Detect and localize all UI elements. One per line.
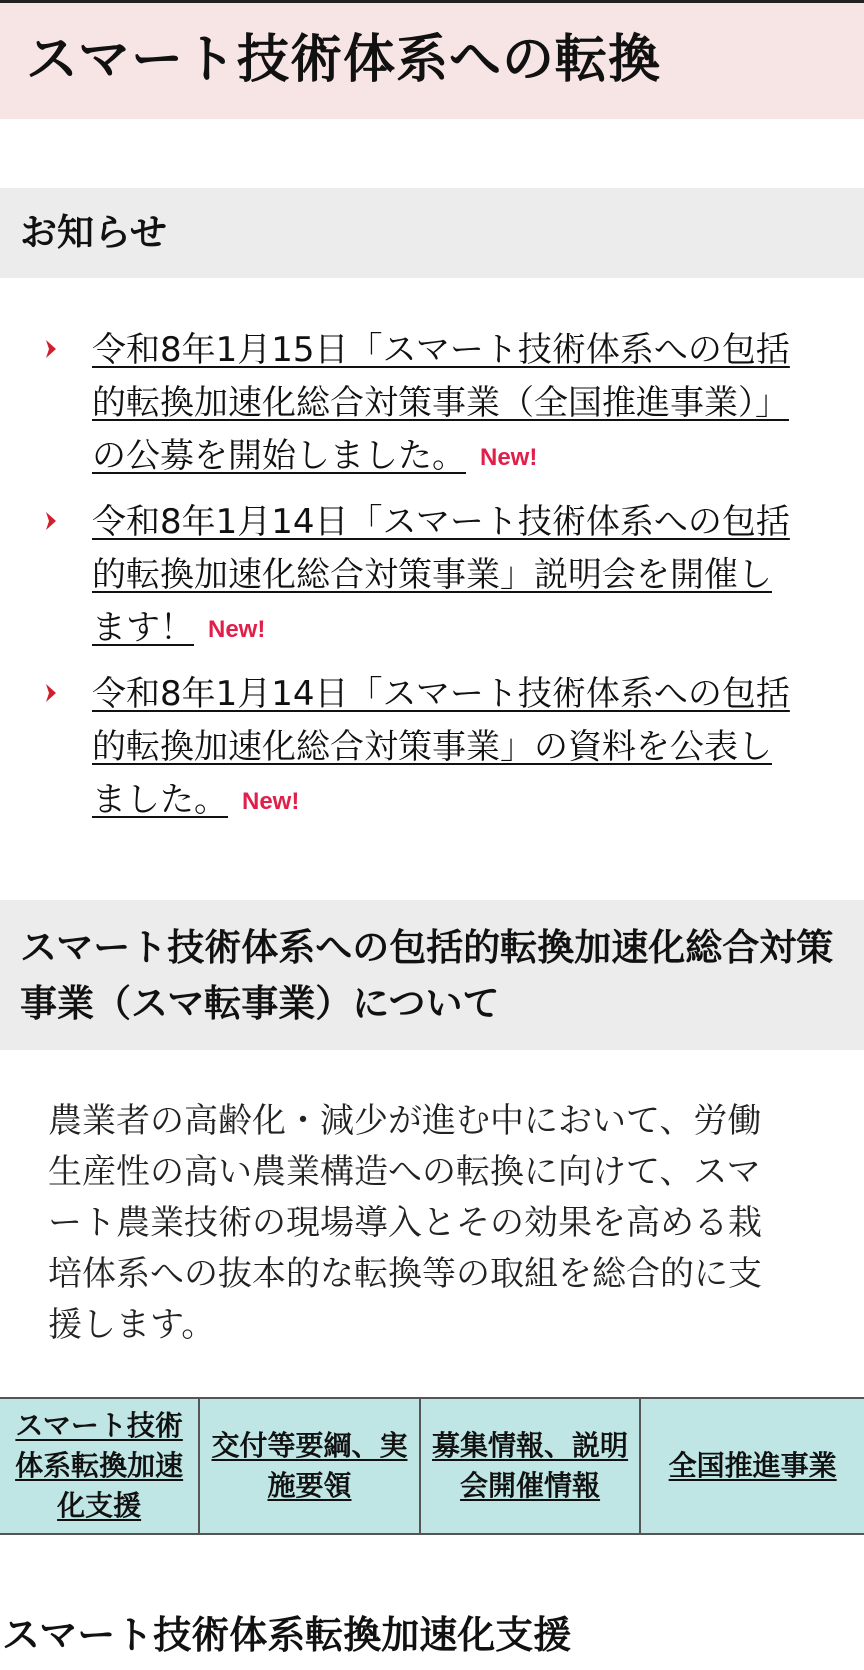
news-list (0, 324, 864, 840)
new-badge: New! (242, 788, 300, 815)
nav-link-conversion-support[interactable]: スマート技術体系転換加速化支援 (15, 1409, 184, 1522)
news-heading-band (0, 188, 864, 278)
section-heading: スマート技術体系転換加速化支援 (2, 1613, 572, 1657)
new-badge: New! (480, 444, 538, 471)
section-nav-table (0, 1397, 864, 1535)
nav-cell (0, 1398, 199, 1534)
news-item (0, 496, 864, 656)
nav-link-recruitment-info[interactable]: 募集情報、説明会開催情報 (432, 1429, 629, 1502)
news-item (0, 324, 864, 484)
section-nav-row (0, 1398, 864, 1534)
nav-cell (640, 1398, 864, 1534)
nav-link-national-project[interactable]: 全国推進事業 (668, 1449, 837, 1482)
nav-cell (420, 1398, 641, 1534)
page-title: スマート技術体系への転換 (26, 30, 661, 90)
news-link[interactable]: 令和8年1月14日「スマート技術体系への包括的転換加速化総合対策事業」説明会を開催します！ (92, 502, 790, 648)
news-link[interactable]: 令和8年1月14日「スマート技術体系への包括的転換加速化総合対策事業」の資料を公表しました。 (92, 674, 790, 820)
nav-cell (199, 1398, 420, 1534)
chevron-right-icon (44, 682, 58, 704)
chevron-right-icon (44, 510, 58, 532)
about-heading-band (0, 900, 864, 1050)
about-heading: スマート技術体系への包括的転換加速化総合対策事業（スマ転事業）について (20, 926, 834, 1025)
news-heading: お知らせ (20, 211, 167, 254)
news-item (0, 668, 864, 828)
chevron-right-icon (44, 338, 58, 360)
nav-link-guidelines[interactable]: 交付等要綱、実施要領 (211, 1429, 408, 1502)
about-description: 農業者の高齢化・減少が進む中において、労働生産性の高い農業構造への転換に向けて、スマート農業技術の現場導入とその効果を高める栽培体系への抜本的な転換等の取組を総合的に支援します。 (48, 1101, 762, 1345)
new-badge: New! (208, 616, 266, 643)
page-title-band (0, 3, 864, 119)
news-link[interactable]: 令和8年1月15日「スマート技術体系への包括的転換加速化総合対策事業（全国推進事業）」の公募を開始しました。 (92, 330, 790, 476)
